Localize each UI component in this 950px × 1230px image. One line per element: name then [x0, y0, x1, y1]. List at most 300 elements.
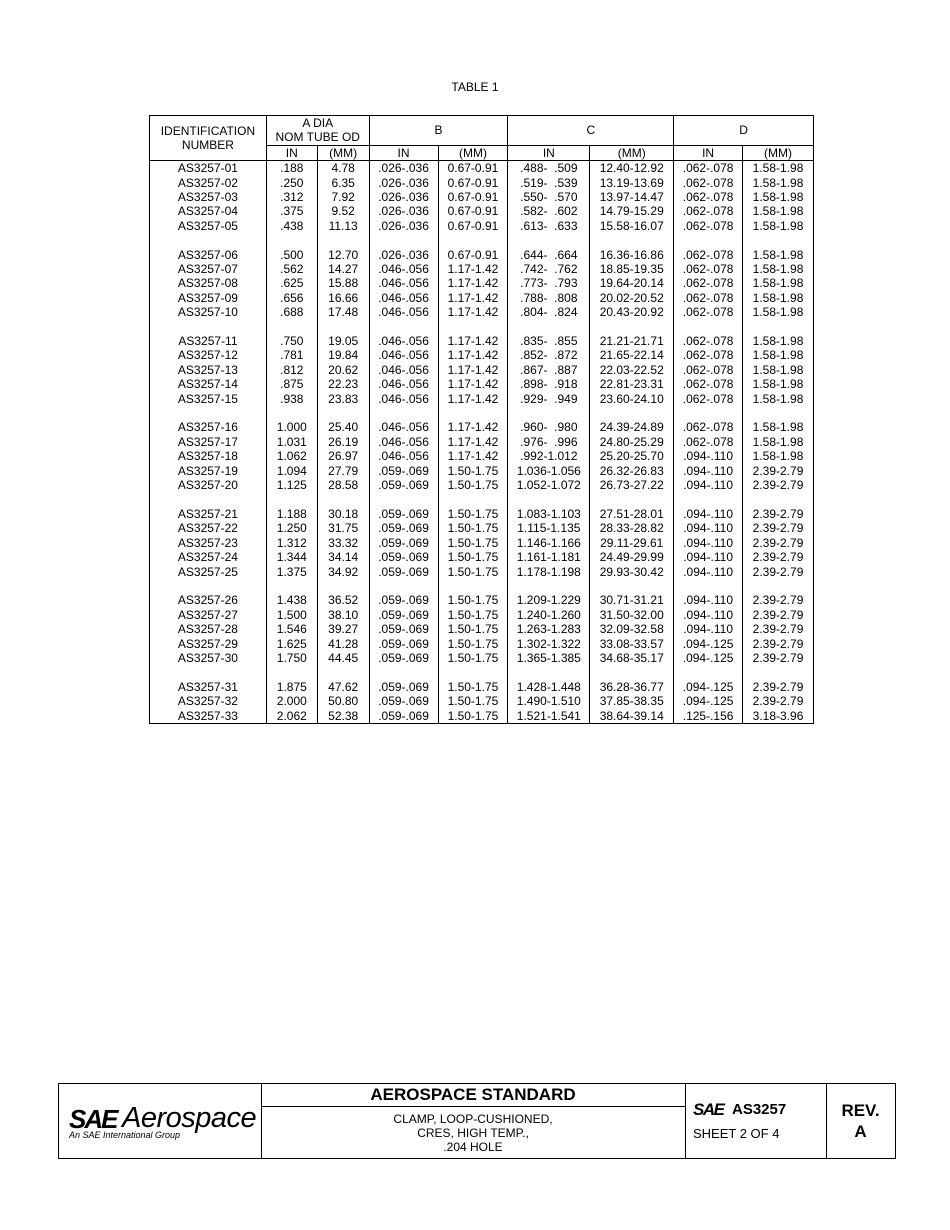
cell-d-in: .094-.110 [674, 593, 743, 607]
cell-d-in: .094-.110 [674, 622, 743, 636]
cell-identification-number: AS3257-06 [150, 248, 267, 262]
cell-c-mm: 21.65-22.14 [590, 348, 674, 362]
table-row [150, 435, 814, 449]
table-row [150, 176, 814, 190]
cell-a-in: 1.375 [266, 565, 317, 579]
cell-b-mm: 1.50-1.75 [438, 637, 508, 651]
cell-c-mm: 13.97-14.47 [590, 190, 674, 204]
cell-d-in: .094-.125 [674, 680, 743, 694]
cell-c-mm: 19.64-20.14 [590, 276, 674, 290]
spacer-cell [508, 493, 590, 507]
cell-c-mm: 24.80-25.29 [590, 435, 674, 449]
cell-d-mm: 1.58-1.98 [743, 248, 814, 262]
spacer-cell [150, 233, 267, 247]
spacer-cell [590, 579, 674, 593]
table-row [150, 305, 814, 319]
cell-identification-number: AS3257-30 [150, 651, 267, 665]
cell-identification-number: AS3257-12 [150, 348, 267, 362]
cell-a-in: 1.312 [266, 536, 317, 550]
cell-c-in: .550- .570 [508, 190, 590, 204]
cell-identification-number: AS3257-33 [150, 709, 267, 724]
cell-identification-number: AS3257-03 [150, 190, 267, 204]
spacer-cell [508, 579, 590, 593]
group-spacer [150, 665, 814, 679]
cell-d-mm: 2.39-2.79 [743, 694, 814, 708]
spacer-cell [369, 233, 438, 247]
spacer-cell [590, 233, 674, 247]
cell-d-in: .062-.078 [674, 190, 743, 204]
title-cell [261, 1084, 686, 1158]
logo-subtitle: An SAE International Group [69, 1130, 181, 1140]
cell-b-mm: 1.50-1.75 [438, 622, 508, 636]
cell-b-mm: 1.17-1.42 [438, 392, 508, 406]
cell-c-in: .976- .996 [508, 435, 590, 449]
cell-c-in: .929- .949 [508, 392, 590, 406]
cell-a-mm: 22.23 [317, 377, 369, 391]
standard-title: AEROSPACE STANDARD [261, 1084, 685, 1107]
cell-d-mm: 2.39-2.79 [743, 622, 814, 636]
cell-d-mm: 2.39-2.79 [743, 464, 814, 478]
table-row [150, 262, 814, 276]
cell-a-mm: 25.40 [317, 420, 369, 434]
cell-c-mm: 31.50-32.00 [590, 608, 674, 622]
spacer-cell [674, 233, 743, 247]
table-row [150, 478, 814, 492]
cell-b-mm: 1.50-1.75 [438, 651, 508, 665]
cell-identification-number: AS3257-16 [150, 420, 267, 434]
cell-d-in: .062-.078 [674, 262, 743, 276]
spacer-cell [438, 665, 508, 679]
cell-b-in: .059-.069 [369, 637, 438, 651]
cell-c-in: .898- .918 [508, 377, 590, 391]
sheet-number: SHEET 2 OF 4 [693, 1126, 780, 1141]
cell-a-in: 1.344 [266, 550, 317, 564]
cell-identification-number: AS3257-17 [150, 435, 267, 449]
cell-c-in: 1.240-1.260 [508, 608, 590, 622]
sae-aerospace-logo [59, 1084, 262, 1158]
spacer-cell [150, 493, 267, 507]
cell-a-in: 1.625 [266, 637, 317, 651]
cell-b-in: .026-.036 [369, 190, 438, 204]
cell-d-mm: 2.39-2.79 [743, 550, 814, 564]
cell-d-mm: 1.58-1.98 [743, 219, 814, 233]
cell-b-mm: 1.17-1.42 [438, 262, 508, 276]
cell-a-in: .312 [266, 190, 317, 204]
cell-d-mm: 2.39-2.79 [743, 507, 814, 521]
cell-c-in: .804- .824 [508, 305, 590, 319]
header-d-in: IN [674, 145, 743, 160]
spacer-cell [508, 665, 590, 679]
cell-b-in: .026-.036 [369, 248, 438, 262]
table-row [150, 651, 814, 665]
cell-b-in: .026-.036 [369, 219, 438, 233]
cell-c-in: 1.428-1.448 [508, 680, 590, 694]
dimension-table [149, 115, 814, 724]
cell-d-mm: 2.39-2.79 [743, 680, 814, 694]
cell-b-mm: 1.50-1.75 [438, 521, 508, 535]
cell-b-mm: 1.17-1.42 [438, 449, 508, 463]
table-row [150, 161, 814, 176]
spacer-cell [317, 406, 369, 420]
cell-a-mm: 38.10 [317, 608, 369, 622]
spacer-cell [266, 493, 317, 507]
cell-d-mm: 1.58-1.98 [743, 377, 814, 391]
cell-identification-number: AS3257-32 [150, 694, 267, 708]
header-c-in: IN [508, 145, 590, 160]
cell-d-in: .094-.125 [674, 637, 743, 651]
cell-a-mm: 33.32 [317, 536, 369, 550]
group-spacer [150, 233, 814, 247]
cell-a-in: 1.546 [266, 622, 317, 636]
logo-sae-mark: SAE [69, 1104, 117, 1134]
cell-b-mm: 1.17-1.42 [438, 276, 508, 290]
cell-identification-number: AS3257-01 [150, 161, 267, 176]
cell-b-in: .046-.056 [369, 420, 438, 434]
header-a-dia: A DIA NOM TUBE OD [266, 116, 369, 146]
header-c-mm: (MM) [590, 145, 674, 160]
cell-c-in: .582- .602 [508, 204, 590, 218]
cell-c-in: .867- .887 [508, 363, 590, 377]
cell-a-in: .812 [266, 363, 317, 377]
spacer-cell [369, 579, 438, 593]
table-row [150, 550, 814, 564]
spacer-cell [674, 320, 743, 334]
spacer-cell [674, 406, 743, 420]
cell-c-in: .613- .633 [508, 219, 590, 233]
cell-d-in: .094-.125 [674, 651, 743, 665]
cell-b-mm: 1.17-1.42 [438, 363, 508, 377]
cell-b-in: .046-.056 [369, 435, 438, 449]
cell-d-mm: 2.39-2.79 [743, 608, 814, 622]
table-row [150, 565, 814, 579]
cell-b-in: .059-.069 [369, 478, 438, 492]
cell-b-in: .046-.056 [369, 392, 438, 406]
cell-b-in: .059-.069 [369, 550, 438, 564]
cell-b-mm: 1.50-1.75 [438, 694, 508, 708]
cell-b-in: .059-.069 [369, 608, 438, 622]
cell-d-mm: 1.58-1.98 [743, 190, 814, 204]
group-spacer [150, 406, 814, 420]
cell-a-mm: 47.62 [317, 680, 369, 694]
spacer-cell [743, 665, 814, 679]
cell-c-mm: 24.49-29.99 [590, 550, 674, 564]
table-row [150, 276, 814, 290]
cell-identification-number: AS3257-25 [150, 565, 267, 579]
cell-a-mm: 28.58 [317, 478, 369, 492]
cell-c-in: 1.521-1.541 [508, 709, 590, 724]
spacer-cell [590, 320, 674, 334]
spacer-cell [743, 320, 814, 334]
cell-d-mm: 2.39-2.79 [743, 536, 814, 550]
cell-b-in: .026-.036 [369, 176, 438, 190]
cell-identification-number: AS3257-13 [150, 363, 267, 377]
cell-d-mm: 1.58-1.98 [743, 161, 814, 176]
table-row [150, 291, 814, 305]
cell-b-in: .046-.056 [369, 363, 438, 377]
table-row [150, 680, 814, 694]
cell-b-mm: 0.67-0.91 [438, 248, 508, 262]
spacer-cell [150, 320, 267, 334]
table-row [150, 420, 814, 434]
cell-b-mm: 1.17-1.42 [438, 334, 508, 348]
spacer-cell [150, 665, 267, 679]
cell-identification-number: AS3257-22 [150, 521, 267, 535]
cell-c-in: 1.052-1.072 [508, 478, 590, 492]
cell-a-mm: 39.27 [317, 622, 369, 636]
cell-a-in: .938 [266, 392, 317, 406]
spacer-cell [743, 493, 814, 507]
cell-a-mm: 19.05 [317, 334, 369, 348]
cell-d-in: .062-.078 [674, 248, 743, 262]
cell-b-in: .046-.056 [369, 305, 438, 319]
cell-identification-number: AS3257-19 [150, 464, 267, 478]
part-description: CLAMP, LOOP-CUSHIONED, CRES, HIGH TEMP., .204 HOLE [393, 1112, 553, 1154]
spacer-cell [266, 579, 317, 593]
table-row [150, 334, 814, 348]
spacer-cell [508, 233, 590, 247]
cell-d-in: .062-.078 [674, 435, 743, 449]
cell-a-mm: 23.83 [317, 392, 369, 406]
cell-c-mm: 29.11-29.61 [590, 536, 674, 550]
cell-b-in: .026-.036 [369, 161, 438, 176]
cell-a-in: .656 [266, 291, 317, 305]
cell-c-mm: 33.08-33.57 [590, 637, 674, 651]
cell-a-mm: 6.35 [317, 176, 369, 190]
cell-d-in: .094-.110 [674, 507, 743, 521]
cell-c-in: 1.115-1.135 [508, 521, 590, 535]
cell-b-mm: 1.50-1.75 [438, 536, 508, 550]
table-row [150, 464, 814, 478]
document-number: AS3257 [732, 1101, 787, 1118]
group-spacer [150, 579, 814, 593]
table-row [150, 608, 814, 622]
cell-c-mm: 26.73-27.22 [590, 478, 674, 492]
cell-a-mm: 12.70 [317, 248, 369, 262]
cell-c-in: .992-1.012 [508, 449, 590, 463]
spacer-cell [743, 233, 814, 247]
cell-a-in: .781 [266, 348, 317, 362]
cell-c-mm: 20.43-20.92 [590, 305, 674, 319]
table-row [150, 363, 814, 377]
table-row [150, 536, 814, 550]
revision-label: REV. [841, 1101, 880, 1120]
table-body [150, 161, 814, 724]
cell-c-in: 1.263-1.283 [508, 622, 590, 636]
cell-d-in: .094-.110 [674, 478, 743, 492]
cell-a-mm: 17.48 [317, 305, 369, 319]
table-row [150, 622, 814, 636]
cell-d-mm: 1.58-1.98 [743, 435, 814, 449]
table-row [150, 637, 814, 651]
cell-c-mm: 15.58-16.07 [590, 219, 674, 233]
cell-c-mm: 26.32-26.83 [590, 464, 674, 478]
cell-c-mm: 23.60-24.10 [590, 392, 674, 406]
cell-a-mm: 34.92 [317, 565, 369, 579]
cell-a-mm: 26.97 [317, 449, 369, 463]
cell-d-mm: 1.58-1.98 [743, 363, 814, 377]
cell-c-mm: 21.21-21.71 [590, 334, 674, 348]
header-a-mm: (MM) [317, 145, 369, 160]
cell-d-in: .062-.078 [674, 161, 743, 176]
spacer-cell [743, 406, 814, 420]
spacer-cell [590, 406, 674, 420]
cell-d-in: .062-.078 [674, 377, 743, 391]
spacer-cell [150, 579, 267, 593]
cell-a-in: .188 [266, 161, 317, 176]
table-row [150, 377, 814, 391]
spacer-cell [317, 233, 369, 247]
cell-c-in: 1.209-1.229 [508, 593, 590, 607]
cell-d-mm: 1.58-1.98 [743, 392, 814, 406]
cell-a-mm: 30.18 [317, 507, 369, 521]
spacer-cell [317, 579, 369, 593]
revision-cell [826, 1084, 895, 1158]
cell-c-in: .519- .539 [508, 176, 590, 190]
cell-d-mm: 1.58-1.98 [743, 348, 814, 362]
cell-c-mm: 36.28-36.77 [590, 680, 674, 694]
cell-identification-number: AS3257-08 [150, 276, 267, 290]
cell-d-in: .094-.110 [674, 464, 743, 478]
cell-b-mm: 1.50-1.75 [438, 680, 508, 694]
cell-d-mm: 1.58-1.98 [743, 420, 814, 434]
spacer-cell [266, 320, 317, 334]
cell-b-in: .059-.069 [369, 464, 438, 478]
cell-b-mm: 1.50-1.75 [438, 464, 508, 478]
cell-c-mm: 22.81-23.31 [590, 377, 674, 391]
cell-d-in: .062-.078 [674, 363, 743, 377]
cell-d-in: .125-.156 [674, 709, 743, 724]
cell-a-mm: 50.80 [317, 694, 369, 708]
cell-d-in: .062-.078 [674, 348, 743, 362]
cell-c-mm: 22.03-22.52 [590, 363, 674, 377]
cell-d-mm: 1.58-1.98 [743, 334, 814, 348]
cell-identification-number: AS3257-26 [150, 593, 267, 607]
cell-b-mm: 1.50-1.75 [438, 550, 508, 564]
table-row [150, 190, 814, 204]
cell-a-mm: 41.28 [317, 637, 369, 651]
cell-c-mm: 24.39-24.89 [590, 420, 674, 434]
spacer-cell [438, 406, 508, 420]
cell-a-mm: 16.66 [317, 291, 369, 305]
table-row [150, 248, 814, 262]
cell-d-in: .062-.078 [674, 276, 743, 290]
cell-a-mm: 26.19 [317, 435, 369, 449]
revision-value: A [854, 1122, 867, 1141]
header-b-in: IN [369, 145, 438, 160]
cell-c-in: 1.083-1.103 [508, 507, 590, 521]
cell-b-mm: 0.67-0.91 [438, 204, 508, 218]
cell-c-mm: 16.36-16.86 [590, 248, 674, 262]
cell-d-in: .062-.078 [674, 204, 743, 218]
cell-b-in: .046-.056 [369, 291, 438, 305]
cell-a-mm: 14.27 [317, 262, 369, 276]
cell-a-in: .562 [266, 262, 317, 276]
spacer-cell [508, 320, 590, 334]
header-d: D [674, 116, 814, 146]
group-spacer [150, 493, 814, 507]
cell-c-mm: 25.20-25.70 [590, 449, 674, 463]
cell-d-in: .094-.110 [674, 521, 743, 535]
cell-c-in: .742- .762 [508, 262, 590, 276]
cell-a-in: 1.500 [266, 608, 317, 622]
cell-b-in: .059-.069 [369, 521, 438, 535]
spacer-cell [438, 493, 508, 507]
cell-b-in: .059-.069 [369, 565, 438, 579]
cell-b-mm: 1.17-1.42 [438, 435, 508, 449]
cell-a-in: 1.125 [266, 478, 317, 492]
cell-d-mm: 2.39-2.79 [743, 478, 814, 492]
table-row [150, 507, 814, 521]
cell-d-in: .094-.110 [674, 536, 743, 550]
cell-c-in: 1.161-1.181 [508, 550, 590, 564]
table-row [150, 709, 814, 724]
cell-a-in: .688 [266, 305, 317, 319]
cell-identification-number: AS3257-20 [150, 478, 267, 492]
cell-d-mm: 2.39-2.79 [743, 565, 814, 579]
cell-b-mm: 1.17-1.42 [438, 305, 508, 319]
cell-a-mm: 11.13 [317, 219, 369, 233]
cell-a-in: .750 [266, 334, 317, 348]
cell-b-in: .046-.056 [369, 449, 438, 463]
cell-c-in: 1.365-1.385 [508, 651, 590, 665]
cell-b-in: .059-.069 [369, 651, 438, 665]
cell-identification-number: AS3257-02 [150, 176, 267, 190]
cell-a-mm: 44.45 [317, 651, 369, 665]
cell-b-in: .059-.069 [369, 622, 438, 636]
header-identification-number: IDENTIFICATION NUMBER [150, 116, 267, 161]
spacer-cell [266, 233, 317, 247]
cell-a-in: 2.062 [266, 709, 317, 724]
cell-identification-number: AS3257-23 [150, 536, 267, 550]
cell-c-in: .488- .509 [508, 161, 590, 176]
cell-d-mm: 1.58-1.98 [743, 262, 814, 276]
document-number-cell [685, 1084, 827, 1158]
cell-a-in: 1.875 [266, 680, 317, 694]
cell-d-in: .094-.110 [674, 608, 743, 622]
cell-a-in: 1.000 [266, 420, 317, 434]
cell-a-in: 1.438 [266, 593, 317, 607]
cell-a-mm: 20.62 [317, 363, 369, 377]
cell-d-mm: 2.39-2.79 [743, 651, 814, 665]
cell-c-in: .835- .855 [508, 334, 590, 348]
cell-b-in: .046-.056 [369, 276, 438, 290]
cell-identification-number: AS3257-10 [150, 305, 267, 319]
cell-b-mm: 1.17-1.42 [438, 348, 508, 362]
cell-c-in: .788- .808 [508, 291, 590, 305]
cell-c-mm: 12.40-12.92 [590, 161, 674, 176]
spacer-cell [369, 320, 438, 334]
cell-c-mm: 13.19-13.69 [590, 176, 674, 190]
cell-a-mm: 4.78 [317, 161, 369, 176]
cell-c-mm: 34.68-35.17 [590, 651, 674, 665]
spacer-cell [150, 406, 267, 420]
cell-a-mm: 27.79 [317, 464, 369, 478]
cell-a-mm: 7.92 [317, 190, 369, 204]
cell-d-mm: 1.58-1.98 [743, 276, 814, 290]
cell-identification-number: AS3257-15 [150, 392, 267, 406]
cell-c-mm: 38.64-39.14 [590, 709, 674, 724]
cell-d-in: .062-.078 [674, 334, 743, 348]
cell-a-in: 1.094 [266, 464, 317, 478]
cell-identification-number: AS3257-29 [150, 637, 267, 651]
cell-d-in: .094-.125 [674, 694, 743, 708]
cell-identification-number: AS3257-04 [150, 204, 267, 218]
cell-d-mm: 1.58-1.98 [743, 176, 814, 190]
cell-c-in: 1.302-1.322 [508, 637, 590, 651]
header-c: C [508, 116, 674, 146]
spacer-cell [369, 406, 438, 420]
cell-d-in: .062-.078 [674, 392, 743, 406]
